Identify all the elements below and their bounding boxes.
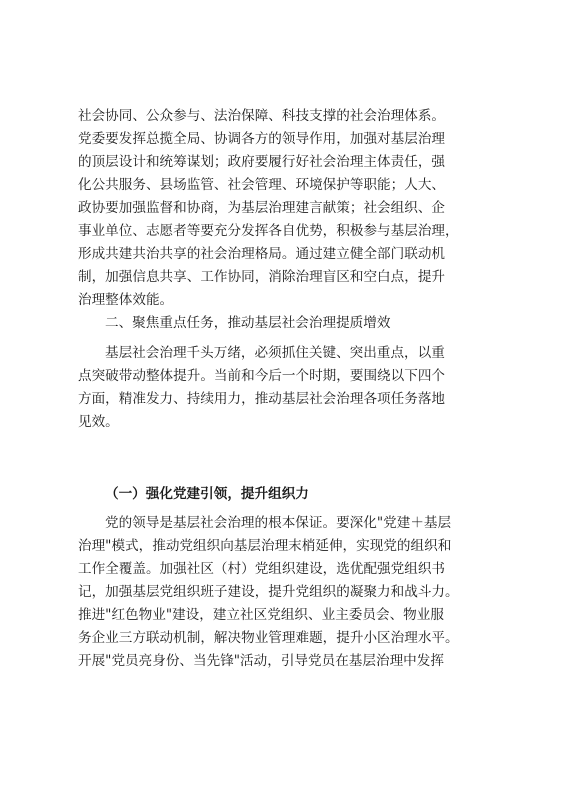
text-line: 治理"模式，推动党组织向基层治理末梢延伸，实现党的组织和: [78, 538, 452, 554]
text-line: 事业单位、志愿者等要充分发挥各自优势，积极参与基层治理，: [78, 223, 459, 239]
text-line: 工作全覆盖。加强社区（村）党组织建设，选优配强党组织书: [78, 561, 446, 577]
text-line: 社会协同、公众参与、法治保障、科技支撑的社会治理体系。: [78, 108, 446, 124]
paragraph-1: [78, 105, 498, 312]
text-line: 见效。: [78, 414, 119, 430]
text-line: 务企业三方联动机制，解决物业管理难题，提升小区治理水平。: [78, 630, 459, 646]
text-line: 点突破带动整体提升。当前和今后一个时期，要围绕以下四个: [78, 368, 446, 384]
text-line: 化公共服务、县场监管、社会管理、环境保护等职能；人大、: [78, 177, 446, 193]
paragraph-3: [78, 512, 498, 673]
subheading-text: （一）强化党建引领，提升组织力: [105, 486, 309, 502]
text-line: 方面，精准发力、持续用力，推动基层社会治理各项任务落地: [78, 391, 446, 407]
paragraph-2: [78, 342, 498, 434]
section-heading-text: 二、聚焦重点任务，推动基层社会治理提质增效: [105, 315, 391, 331]
text-line: 党委要发挥总揽全局、协调各方的领导作用，加强对基层治理: [78, 131, 446, 147]
text-line: 记，加强基层党组织班子建设，提升党组织的凝聚力和战斗力。: [78, 584, 459, 600]
subheading-1: [78, 483, 498, 506]
text-line: 治理整体效能。: [78, 292, 174, 308]
text-line: 开展"党员亮身份、当先锋"活动，引导党员在基层治理中发挥: [78, 653, 444, 669]
text-line: 形成共建共治共享的社会治理格局。通过建立健全部门联动机: [78, 246, 446, 262]
text-line: 推进"红色物业"建设，建立社区党组织、业主委员会、物业服: [78, 607, 444, 623]
text-line: 政协要加强监督和协商，为基层治理建言献策；社会组织、企: [78, 200, 446, 216]
text-line: 制，加强信息共享、工作协同，消除治理盲区和空白点，提升: [78, 269, 446, 285]
text-line: 的顶层设计和统筹谋划；政府要履行好社会治理主体责任，强: [78, 154, 446, 170]
text-line: 基层社会治理千头万绪，必须抓住关键、突出重点，以重: [105, 345, 445, 361]
section-heading-2: [78, 312, 498, 335]
text-line: 党的领导是基层社会治理的根本保证。要深化"党建＋基层: [105, 515, 452, 531]
